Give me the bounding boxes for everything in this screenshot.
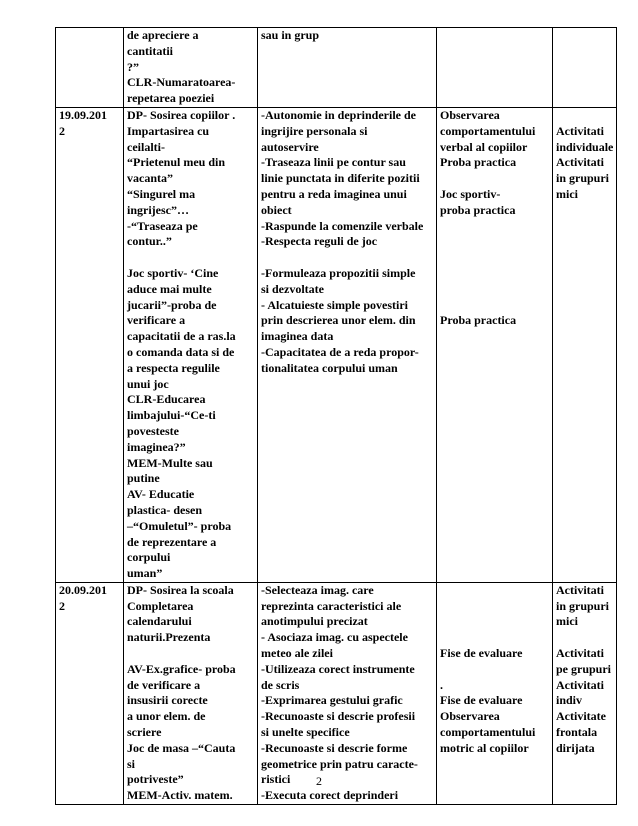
cell-text-line: individuale (556, 139, 614, 154)
cell-text-line: anotimpului precizat (261, 614, 368, 629)
cell-text-line: Impartasirea cu (127, 123, 210, 138)
cell-text-line: corpului (127, 550, 171, 565)
cell-text-line: insusirii corecte (127, 693, 208, 708)
cell-text-line: aduce mai multe (127, 281, 212, 296)
cell-text-line: imaginea?” (127, 439, 186, 454)
cell-text-line: meteo ale zilei (261, 646, 333, 661)
cell-text-line (440, 298, 549, 314)
cell-text-line: Observarea (440, 107, 500, 122)
cell-text-line: -Capacitatea de a reda propor- (261, 344, 419, 359)
cell-text-line: indiv (556, 693, 583, 708)
cell-text-line: Fise de evaluare (440, 646, 523, 661)
cell-text-line: 19.09.201 (59, 107, 107, 122)
cell-text-line (440, 630, 549, 646)
cell-text-line: povesteste (127, 423, 179, 438)
cell-text-line: Fise de evaluare (440, 693, 523, 708)
cell-text-line: si unelte specifice (261, 725, 350, 740)
cell-text-line: DP- Sosirea la scoala (127, 582, 234, 597)
cell-text-line: –“Omuletul”- proba (127, 518, 232, 533)
objectives-cell (258, 107, 437, 582)
cell-text-line (440, 282, 549, 298)
cell-text-line: Activitati (556, 155, 604, 170)
cell-text-line: pentru a reda imaginea unui (261, 186, 407, 201)
cell-text-line: AV- Educatie (127, 487, 195, 502)
cell-text-line: -Traseaza linii pe contur sau (261, 155, 406, 170)
cell-text-line: autoservire (261, 139, 319, 154)
cell-text-line: a respecta regulile (127, 360, 220, 375)
cell-text-line: ingrijire personala si (261, 123, 368, 138)
organization-cell (553, 28, 617, 108)
cell-text-line: Activitati (556, 677, 604, 692)
cell-text-line (440, 266, 549, 282)
activity-plan-table (55, 27, 617, 805)
cell-text-line: ?” (127, 59, 139, 74)
cell-text-line: -“Traseaza pe (127, 218, 198, 233)
cell-text-line: contur..” (127, 234, 172, 249)
cell-text-line: putine (127, 471, 160, 486)
table-row (56, 582, 617, 804)
cell-text-line: scriere (127, 725, 162, 740)
cell-text-line (440, 250, 549, 266)
cell-text-line: in grupuri (556, 171, 610, 186)
cell-text-line: si dezvoltate (261, 281, 324, 296)
cell-text-line: Completarea (127, 598, 194, 613)
cell-text-line (440, 234, 549, 250)
cell-text-line: -Raspunde la comenzile verbale (261, 218, 424, 233)
cell-text-line: frontala (556, 725, 598, 740)
evaluation-cell (437, 582, 553, 804)
cell-text-line: repetarea poeziei (127, 91, 215, 106)
objectives-cell (258, 28, 437, 108)
cell-text-line: ristici (261, 772, 291, 787)
evaluation-cell (437, 28, 553, 108)
cell-text-line (440, 614, 549, 630)
cell-text-line: de verificare a (127, 677, 201, 692)
cell-text-line: 2 (59, 123, 65, 138)
cell-text-line: verbal al copiilor (440, 139, 528, 154)
cell-text-line: verificare a (127, 313, 186, 328)
cell-text-line: Joc sportiv- ‘Cine (127, 265, 219, 280)
cell-text-line (556, 108, 613, 124)
cell-text-line: imaginea data (261, 329, 334, 344)
cell-text-line (59, 28, 120, 44)
cell-text-line: obiect (261, 202, 292, 217)
cell-text-line: calendarului (127, 614, 192, 629)
cell-text-line: MEM-Activ. matem. (127, 788, 233, 803)
cell-text-line: -Executa corect deprinderi (261, 788, 399, 803)
cell-text-line: comportamentului (440, 123, 536, 138)
cell-text-line: -Utilizeaza corect instrumente (261, 661, 415, 676)
cell-text-line: AV-Ex.grafice- proba (127, 661, 236, 676)
evaluation-cell (437, 107, 553, 582)
table-body (56, 28, 617, 805)
cell-text-line: limbajului-“Ce-ti (127, 408, 216, 423)
cell-text-line: . (440, 677, 443, 692)
organization-cell (553, 582, 617, 804)
cell-text-line (556, 28, 613, 44)
cell-text-line: reprezinta caracteristici ale (261, 598, 402, 613)
cell-text-line: geometrice prin patru caracte- (261, 756, 418, 771)
cell-text-line: mici (556, 614, 578, 629)
table-row (56, 28, 617, 108)
cell-text-line: si (127, 756, 136, 771)
cell-text-line: tionalitatea corpului uman (261, 360, 398, 375)
cell-text-line: capacitatii de a ras.la (127, 329, 236, 344)
date-cell (56, 28, 124, 108)
table-row (56, 107, 617, 582)
cell-text-line: o comanda data si de (127, 344, 235, 359)
cell-text-line: plastica- desen (127, 502, 202, 517)
cell-text-line: - Asociaza imag. cu aspectele (261, 630, 408, 645)
cell-text-line: -Recunoaste si descrie profesii (261, 709, 416, 724)
objectives-cell (258, 582, 437, 804)
cell-text-line: comportamentului (440, 725, 536, 740)
cell-text-line: -Recunoaste si descrie forme (261, 740, 408, 755)
cell-text-line: Joc sportiv- (440, 186, 501, 201)
cell-text-line: cantitatii (127, 43, 173, 58)
cell-text-line: naturii.Prezenta (127, 630, 211, 645)
cell-text-line: 20.09.201 (59, 582, 107, 597)
cell-text-line: -Formuleaza propozitii simple (261, 265, 416, 280)
cell-text-line: Activitate (556, 709, 606, 724)
cell-text-line: Activitati (556, 582, 604, 597)
cell-text-line (440, 171, 549, 187)
cell-text-line: sau in grup (261, 28, 320, 42)
cell-text-line: MEM-Multe sau (127, 455, 213, 470)
cell-text-line: prin descrierea unor elem. din (261, 313, 416, 328)
cell-text-line: Proba practica (440, 155, 517, 170)
cell-text-line (440, 583, 549, 599)
cell-text-line: -Exprimarea gestului grafic (261, 693, 403, 708)
cell-text-line: ceilalti- (127, 139, 165, 154)
cell-text-line: vacanta” (127, 171, 173, 186)
cell-text-line: -Selecteaza imag. care (261, 582, 374, 597)
cell-text-line: pe grupuri (556, 661, 612, 676)
cell-text-line: Joc de masa –“Cauta (127, 740, 236, 755)
cell-text-line: -Respecta reguli de joc (261, 234, 378, 249)
cell-text-line: Observarea (440, 709, 500, 724)
activities-cell (124, 107, 258, 582)
cell-text-line: uman” (127, 566, 163, 581)
cell-text-line: ingrijesc”… (127, 202, 189, 217)
cell-text-line (440, 662, 549, 678)
cell-text-line (127, 646, 254, 662)
cell-text-line: in grupuri (556, 598, 610, 613)
cell-text-line: a unor elem. de (127, 709, 206, 724)
cell-text-line (556, 630, 613, 646)
cell-text-line: “Prietenul meu din (127, 155, 225, 170)
cell-text-line: de reprezentare a (127, 534, 217, 549)
activities-cell (124, 582, 258, 804)
cell-text-line (127, 250, 254, 266)
cell-text-line: mici (556, 186, 578, 201)
cell-text-line: motric al copiilor (440, 740, 529, 755)
cell-text-line: potriveste” (127, 772, 184, 787)
cell-text-line: “Singurel ma (127, 186, 196, 201)
date-cell (56, 107, 124, 582)
cell-text-line: jucarii”-proba de (127, 297, 217, 312)
cell-text-line (261, 250, 433, 266)
page-number: 2 (316, 774, 322, 788)
cell-text-line: CLR-Educarea (127, 392, 206, 407)
cell-text-line (440, 28, 549, 44)
cell-text-line: - Alcatuieste simple povestiri (261, 297, 408, 312)
cell-text-line: unui joc (127, 376, 169, 391)
cell-text-line: Proba practica (440, 313, 517, 328)
cell-text-line: linie punctata in diferite pozitii (261, 171, 420, 186)
cell-text-line: de apreciere a (127, 28, 199, 42)
cell-text-line: Activitati (556, 646, 604, 661)
cell-text-line: dirijata (556, 740, 595, 755)
cell-text-line: 2 (59, 598, 65, 613)
date-cell (56, 582, 124, 804)
organization-cell (553, 107, 617, 582)
cell-text-line: -Autonomie in deprinderile de (261, 107, 416, 122)
cell-text-line (440, 219, 549, 235)
cell-text-line (440, 599, 549, 615)
cell-text-line: proba practica (440, 202, 516, 217)
cell-text-line: de scris (261, 677, 300, 692)
activities-cell (124, 28, 258, 108)
cell-text-line: Activitati (556, 123, 604, 138)
cell-text-line: DP- Sosirea copiilor . (127, 107, 236, 122)
cell-text-line: CLR-Numaratoarea- (127, 75, 236, 90)
